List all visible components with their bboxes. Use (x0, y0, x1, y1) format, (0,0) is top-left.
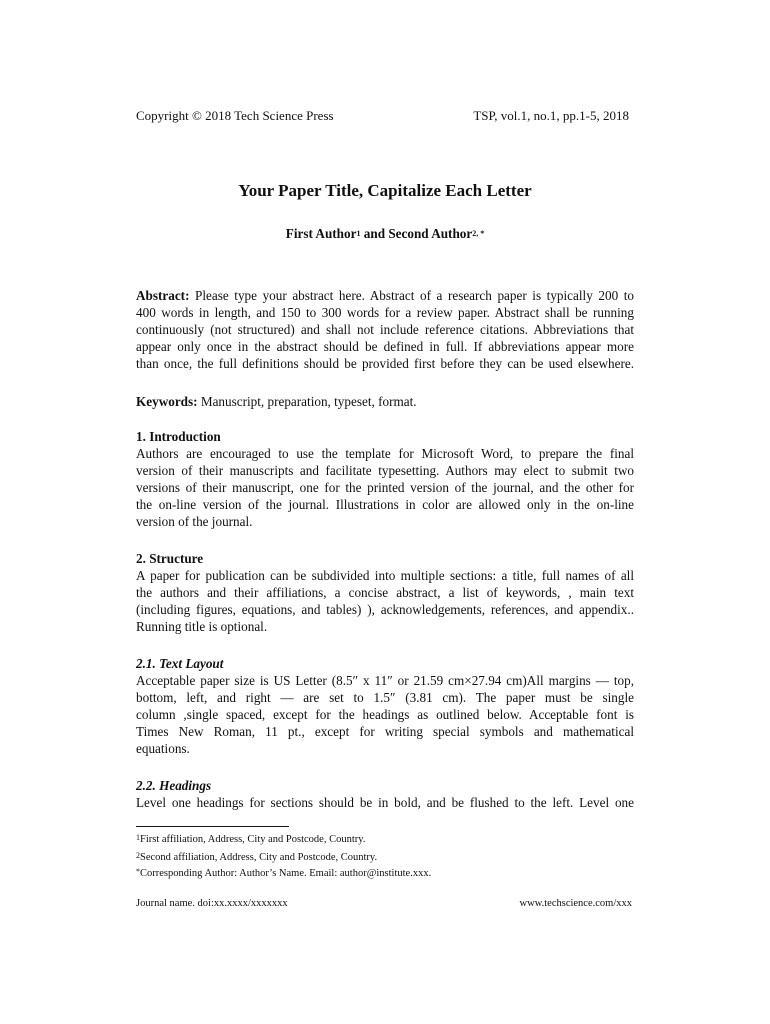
subsection-heading: 2.2. Headings (136, 778, 212, 793)
abstract-line: than once, the full definitions should be provided first before they can be used elsewhere. (136, 356, 634, 371)
journal-website: www.techscience.com/xxx (519, 898, 632, 909)
abstract (136, 287, 634, 372)
abstract-line: continuously (not structured) and shall not include reference citations. Abbreviations that (136, 322, 634, 337)
journal-doi: Journal name. doi:xx.xxxx/xxxxxxx (136, 898, 288, 909)
keywords (136, 393, 634, 410)
journal-citation: TSP, vol.1, no.1, pp.1-5, 2018 (473, 108, 629, 123)
paragraph-line: equations. (136, 741, 190, 756)
keywords-label: Keywords: (136, 394, 198, 409)
paragraph-line: column ,single spaced, except for the headings as outlined below. Acceptable font is (136, 707, 634, 722)
paragraph-line: version of the journal. (136, 514, 253, 529)
paragraph-line: Acceptable paper size is US Letter (8.5″ x 11″ or 21.59 cm×27.94 cm)All margins — top, (136, 673, 634, 688)
copyright-notice: Copyright © 2018 Tech Science Press (136, 108, 334, 123)
paragraph-line: the on-line version of the journal. Illustrations in color are allowed only in the on-line (136, 497, 634, 512)
footnote-1: $^1$First affiliation, Address, City and Postcode, Country. (136, 833, 366, 845)
paragraph-line: the authors and their affiliations, a concise abstract, a list of keywords, , main text (136, 585, 634, 600)
abstract-line: Abstract: Please type your abstract here. Abstract of a research paper is typically 200 to (136, 288, 634, 303)
abstract-line: 400 words in length, and 150 to 300 words for a review paper. Abstract shall be running (136, 305, 634, 320)
subsection-text-layout (136, 655, 634, 757)
abstract-label: Abstract: (136, 288, 190, 303)
paper-title: Your Paper Title, Capitalize Each Letter (238, 181, 532, 200)
subsection-headings (136, 777, 634, 811)
section-structure (136, 550, 634, 635)
paragraph-line: Running title is optional. (136, 619, 268, 634)
paragraph-line: A paper for publication can be subdivided into multiple sections: a title, full names of all (136, 568, 634, 583)
section-introduction (136, 428, 634, 530)
paragraph-line: Authors are encouraged to use the template for Microsoft Word, to prepare the final (136, 446, 634, 461)
second-author: Second Author (388, 226, 473, 241)
author-line (0, 226, 770, 242)
paragraph-line: (including figures, equations, and tables) ), acknowledgements, references, and appendix.. (136, 602, 634, 617)
section-heading: 1. Introduction (136, 429, 221, 444)
keywords-list: Manuscript, preparation, typeset, format. (197, 394, 417, 409)
footnote-2: $^2$Second affiliation, Address, City and Postcode, Country. (136, 851, 378, 863)
paragraph-line: versions of their manuscript, one for the printed version of the journal, and the other for (136, 480, 634, 495)
footnote-separator (136, 826, 289, 827)
footnote-corresponding: *Corresponding Author: Author’s Name. Email: author@institute.xxx. (136, 867, 432, 879)
section-heading: 2. Structure (136, 551, 204, 566)
paragraph-line: bottom, left, and right — are set to 1.5″ (3.81 cm). The paper must be single (136, 690, 634, 705)
first-author-affiliation-mark: 1 (356, 229, 361, 238)
paragraph-line: version of their manuscripts and facilitate typesetting. Authors may elect to submit two (136, 463, 634, 478)
abstract-line: appear only once in the abstract should be defined in full. If abbreviations appear more (136, 339, 634, 354)
first-author: First Author (285, 226, 357, 241)
second-author-affiliation-mark: 2, * (472, 229, 485, 238)
paragraph-line: Level one headings for sections should be in bold, and be flushed to the left. Level one (136, 795, 634, 810)
subsection-heading: 2.1. Text Layout (136, 656, 224, 671)
paragraph-line: Times New Roman, 11 pt., except for writing special symbols and mathematical (136, 724, 634, 739)
author-connector: and (360, 226, 389, 241)
